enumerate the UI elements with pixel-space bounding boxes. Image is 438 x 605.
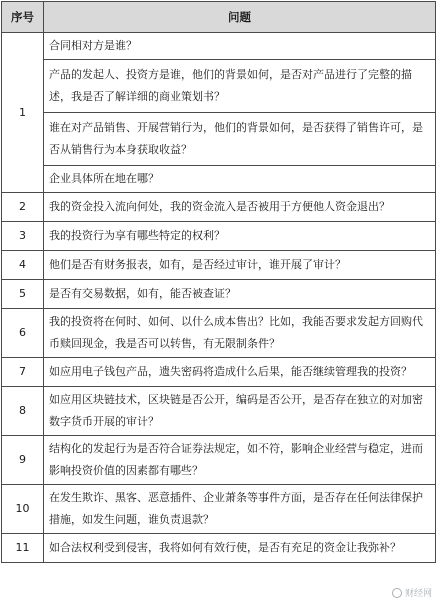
table-row [2, 193, 436, 222]
row-question: 谁在对产品销售、开展营销行为，他们的背景如何，是否获得了销售许可，是否从销售行为本身获取收益？ [44, 113, 436, 166]
question-table [1, 1, 436, 563]
header-num: 序号 [2, 2, 44, 33]
table-row [2, 485, 436, 534]
table-row [2, 33, 436, 60]
row-question: 企业具体所在地在哪？ [44, 166, 436, 193]
table-row [2, 280, 436, 309]
row-num: 5 [2, 280, 44, 309]
table-row [2, 534, 436, 563]
question-table-container [1, 1, 435, 563]
table-row [2, 113, 436, 166]
row-question: 结构化的发起行为是否符合证券法规定，如不符，影响企业经营与稳定，进而影响投资价值的因素都有哪些？ [44, 436, 436, 485]
row-question: 我的资金投入流向何处，我的资金流入是否被用于方便他人资金退出？ [44, 193, 436, 222]
watermark-icon [392, 588, 402, 598]
header-question: 问题 [44, 2, 436, 33]
row-num: 1 [2, 33, 44, 193]
row-num: 10 [2, 485, 44, 534]
table-row [2, 436, 436, 485]
row-num: 9 [2, 436, 44, 485]
row-question: 我的投资行为享有哪些特定的权利？ [44, 222, 436, 251]
table-row [2, 309, 436, 358]
row-question: 我的投资将在何时、如何、以什么成本售出？比如，我能否要求发起方回购代币赎回现金，我是否可以转售，有无限制条件？ [44, 309, 436, 358]
row-question: 合同相对方是谁？ [44, 33, 436, 60]
row-question: 如合法权利受到侵害，我将如何有效行使，是否有充足的资金让我弥补？ [44, 534, 436, 563]
row-num: 8 [2, 387, 44, 436]
watermark [392, 586, 432, 599]
row-num: 4 [2, 251, 44, 280]
row-question: 他们是否有财务报表，如有，是否经过审计，谁开展了审计？ [44, 251, 436, 280]
table-row [2, 251, 436, 280]
table-row [2, 60, 436, 113]
table-row [2, 358, 436, 387]
row-question: 如应用区块链技术，区块链是否公开，编码是否公开，是否存在独立的对加密数字货币开展的审计？ [44, 387, 436, 436]
row-num: 6 [2, 309, 44, 358]
table-row [2, 166, 436, 193]
row-num: 3 [2, 222, 44, 251]
table-row [2, 387, 436, 436]
table-row [2, 222, 436, 251]
row-question: 在发生欺诈、黑客、恶意插件、企业萧条等事件方面，是否存在任何法律保护措施，如发生问题，谁负责退款？ [44, 485, 436, 534]
row-num: 2 [2, 193, 44, 222]
row-num: 7 [2, 358, 44, 387]
table-header-row [2, 2, 436, 33]
row-num: 11 [2, 534, 44, 563]
watermark-text: 财经网 [404, 589, 432, 599]
row-question: 如应用电子钱包产品，遗失密码将造成什么后果，能否继续管理我的投资？ [44, 358, 436, 387]
row-question: 是否有交易数据，如有，能否被查证？ [44, 280, 436, 309]
row-question: 产品的发起人、投资方是谁，他们的背景如何，是否对产品进行了完整的描述，我是否了解详细的商业策划书？ [44, 60, 436, 113]
